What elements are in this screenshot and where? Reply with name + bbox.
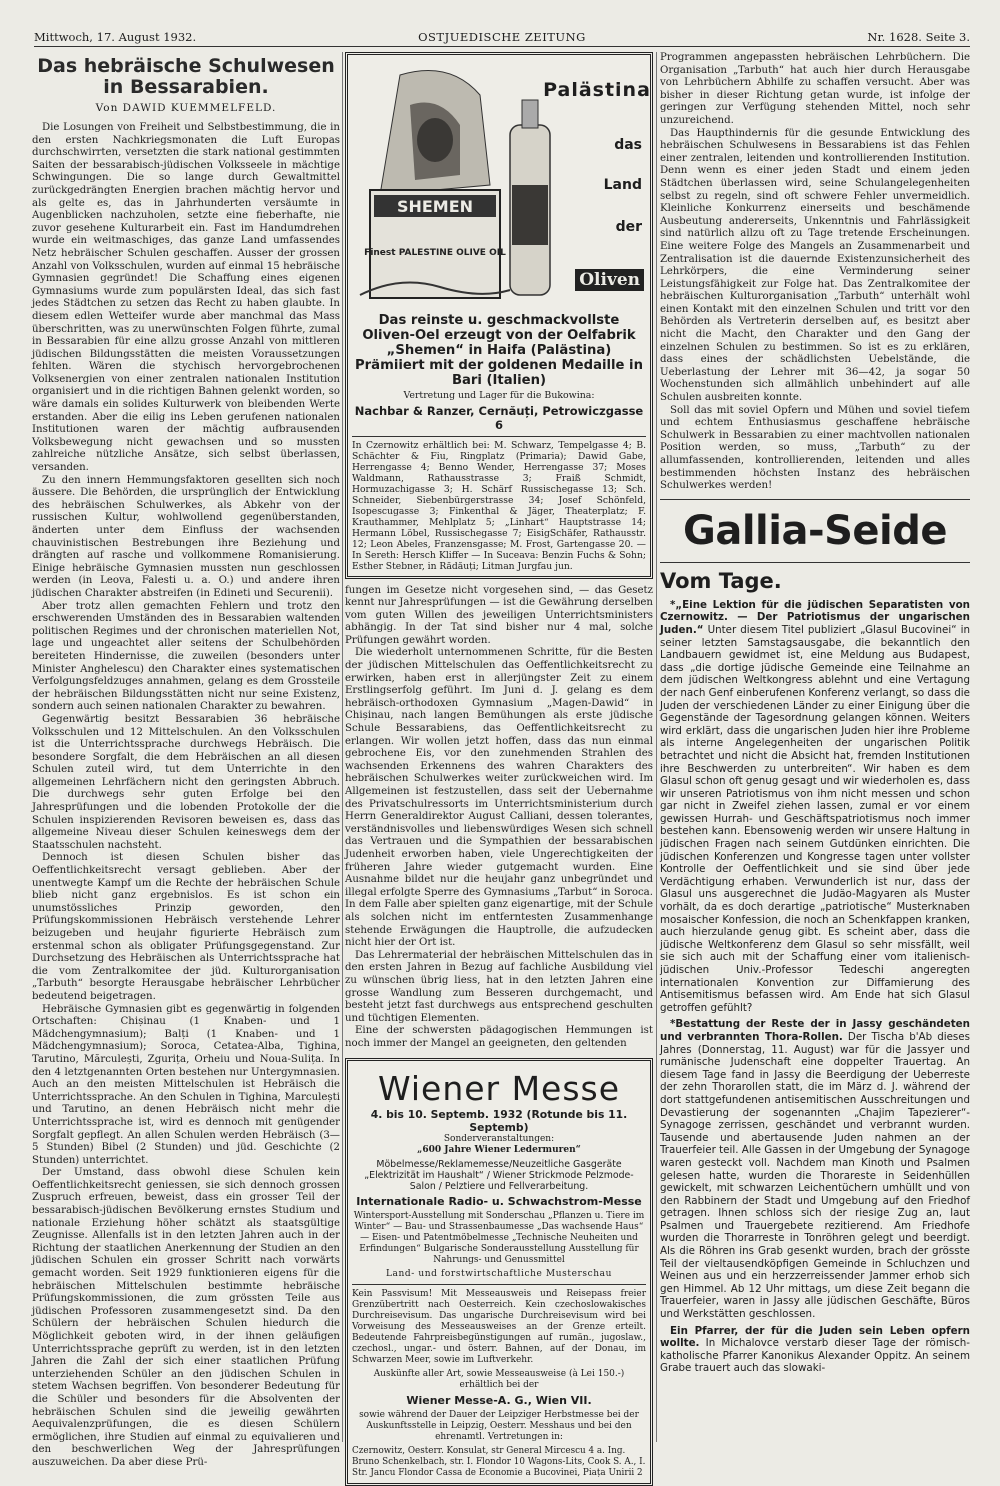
column-rule-2: [656, 52, 657, 1442]
news-item: [660, 1018, 970, 1320]
news-item: [660, 599, 970, 1015]
masthead: OSTJUEDISCHE ZEITUNG: [418, 30, 586, 44]
palaestina-side-der: der: [615, 219, 642, 235]
news-item-headline: *Bestattung der Reste der in Jassy geschändeten und verbrannten Thora-Rollen.: [660, 1018, 970, 1043]
column-right: [660, 52, 970, 1442]
messe-leder: „600 Jahre Wiener Ledermuren“: [417, 1145, 581, 1156]
col2-paragraph: Die wiederholt unternommenen Schritte, für die Besten der jüdischen Mittelschulen das Oeffentlichkeitsrecht zu erwirken, haben erst in allerjüngster Zeit zu einem Erstlingserfolg geführt. Im Juni d. J. gelang es dem hebräisch-orthodoxen Gymnasium „Magen-Dawid“ in Chișinau, nach langen Bemühungen als erste jüdische Schule Bessarabiens, das Oeffentlichkeitsrecht zu erlangen. Wir wollen jetzt hoffen, dass das nun einmal gebrochene Eis, vor den zunehmenden Strahlen des wachsenden Erkennens des wahren Charakters des hebräischen Schulwerkes weiter zurückweichen wird. Im Allgemeinen ist festzustellen, dass seit der Uebernahme des Privatschulressorts im Unterrichtsministerium durch Herrn Generaldirektor August Calliani, dessen tolerantes, verständnisvolles und liebenswürdiges Wesen sich schnell das Vertrauen und die Sympathien der bessarabischen Judenheit erworben haben, viele Ungerechtigkeiten der früheren Jahre wieder gutgemacht wurden. Eine Ausnahme bildet nur die heujahr ganz unbegründet und illegal erfolgte Sperre des Gymnasiums „Tarbut“ in Soroca. In dem Falle aber spielten ganz eigenartige, mit der Schule als solchen nicht im entferntesten Zusammenhange stehende Erwägungen die Hauptrolle, die aufzudecken nicht hier der Ort ist.: [345, 647, 653, 949]
messe-sonder: Sonderveranstaltungen:: [443, 1134, 555, 1145]
col2-paragraph: Eine der schwersten pädagogischen Hemmungen ist noch immer der Mangel an geeigneten, den geltenden: [345, 1025, 653, 1049]
article-paragraph: Der Umstand, dass obwohl diese Schulen kein Oeffentlichkeitsrecht geniessen, sie sich dennoch grossen Zuspruch erfreuen, beweist, dass ein grosser Teil der bessarabisch-jüdischen Bevölkerung ernstes Studium und nationale Erziehung höher schätzt als staatsgültige Zeugnisse. Allenfalls ist in den letzten Jahren auch in der Richtung der staatlichen Anerkennung der Studien an den jüdischen Schulen ein grosser Schritt nach vorwärts gemacht worden. Seit 1929 funktionieren eigens für die hebräischen Mittelschulen bestimmte hebräische Prüfungskommissionen, die zum grössten Teile aus jüdischen Professoren zusammengesetzt sind. Da den Schülern der hebräischen Schulen hiedurch die Möglichkeit geboten wird, in der ihnen geläufigen Unterrichtssprache geprüft zu werden, ist in den letzten Jahren die Zahl der sich einer staatlichen Prüfung unterziehenden Schüler an den jüdischen Schulen in stetem Wachsen begriffen. Von besonderer Bedeutung für die Schüler und besonders für die Absolventen der hebräischen Schulen sind die jeweilig gewährten Aequivalenzprüfungen, die es diesen Schülern ermöglichen, ihre Studien auf einmal zu equivalieren und den beschwerlichen Weg der Jahresprüfungen auszuweichen. Da aber diese Prü-: [32, 1167, 340, 1468]
news-item-body: Der Tischa b'Ab dieses Jahres (Donnerstag, 11. August) war für die Jassyer und rumänische Judenschaft eine doppelter Trauertag. An diesem Tage fand in Jassy die Beerdigung der Ueberreste der zehn Thorarollen statt, die im März d. J. während der dort stattgefundenen antisemitischen Ausschreitungen und Devastierung der sogenannten „Chajim Tapezierer“-Synagoge zerrissen, geschändet und verbrannt wurden. Tausende und abertausende Juden nahmen an der Trauerfeier teil. Alle Gassen in der Umgebung der Synagoge waren gesteckt voll. Nachdem man Kinoth und Psalmen gelesen hatte, wurden die Thorareste in Seidenhüllen gewickelt, mit schwarzen Leichentüchern umhüllt und von den Rabbinern der Stadt und Umgebung auf den Friedhof getragen. Ihnen schloss sich der riesige Zug an, laut Psalmen und Trauergebete rezitierend. Am Friedhofe wurden die Thorarreste in Tonröhren gelegt und beerdigt. Als die Röhren ins Grab gesenkt wurden, brach der grösste Teil der vieltausendköpfigen Gemeinde in Schluchzen und Weinen aus und ein herzzerreissender Jammer erhob sich gen Himmel. Ab 12 Uhr mittags, um diese Zeit begann die Trauerfeier, waren in Jassy alle jüdischen Geschäfte, Büros und Werkstätten geschlossen.: [660, 1030, 970, 1321]
wiener-messe-advertisement: [345, 1058, 653, 1486]
palaestina-title: Palästina: [543, 79, 651, 101]
messe-ag: Wiener Messe-A. G., Wien VII.: [406, 1394, 592, 1408]
column-middle: [345, 52, 653, 1478]
palaestina-side-oliven: Oliven: [575, 269, 644, 291]
messe-pass: Kein Passvisum! Mit Messeausweis und Reisepass freier Grenzübertritt nach Oesterreich. Kein czechoslowakisches Durchreisevisum. Das ungarische Durchreisevisum wird bei Vorweisung des Messeausweises an der Grenze erteilt. Bedeutende Fahrpreisbegünstigungen auf rumän., jugoslaw., czechosl., ungar.- und österr. Bahnen, auf der Donau, im Schwarzen Meer, sowie im Luftverkehr.: [352, 1289, 646, 1366]
article-title-line2: in Bessarabien.: [103, 76, 269, 98]
palaestina-side-land: Land: [603, 177, 642, 193]
article-title: [32, 56, 340, 98]
col2-paragraph: fungen im Gesetze nicht vorgesehen sind, — das Gesetz kennt nur Jahresprüfungen — ist die Gewährung derselben vom guten Willen des jeweiligen Unterrichtsministers abhängig. In der Tat sind bisher nur 4 mal, solche Prüfungen gewährt worden.: [345, 584, 653, 646]
col3-paragraph: Programmen angepassten hebräischen Lehrbüchern. Die Organisation „Tarbuth“ hat auch hier durch Herausgabe von Lehrbüchern Abhilfe zu schaffen versucht. Aber was bisher in dieser Richtung getan wurde, ist infolge der geringen zur Verfügung stehenden Mittel, noch sehr unzureichend.: [660, 52, 970, 126]
messe-land: Land- und forstwirtschaftliche Musterschau: [385, 1269, 613, 1280]
news-item-headline: *„Eine Lektion für die jüdischen Separatisten von Czernowitz. — Der Patriotismus der ungarischen Juden.“: [660, 598, 970, 636]
messe-moebel: Möbelmesse/Reklamemesse/Neuzeitliche Gasgeräte „Elektrizität im Haushalt“ / Wiener Strickmode Pelzmode-Salon / Pelztiere und Fellverarbeitung.: [364, 1159, 634, 1193]
messe-winter: Wintersport-Ausstellung mit Sonderschau „Pflanzen u. Tiere im Winter“ — Bau- und Strassenbaumesse „Das wachsende Haus“ — Eisen- und Patentmöbelmesse „Technische Neuheiten und Erfindungen“ Bulgarische Sonderausstellung Ausstellung für Nahrungs- und Genussmittel: [353, 1211, 645, 1266]
messe-title: Wiener Messe: [377, 1069, 621, 1109]
article-paragraph: Die Losungen von Freiheit und Selbstbestimmung, die in den ersten Nachkriegsmonaten die Luft Europas durchschwirrten, versetzten die stark national gestimmten Saiten der bessarabisch-jüdischen Volksseele in mächtige Schwingungen. Die so lange durch Gewaltmittel zurückgedrängten Energien brachen mächtig hervor und als gelte es, das in Jahrhunderten versäumte in Augenblicken nachzuholen, setzte eine fieberhafte, nie zuvor gesehene Kulturarbeit ein. Fast im Handumdrehen wurde ein weitmaschiges, das ganze Land umfassendes Netz hebräischer Schulen geschaffen. Ausser der grossen Anzahl von Volksschulen, wurden auf einmal 15 hebräische Gymnasien gegründet! Die Schaffung eines eigenen Gymnasiums wurde zum populärsten Ideal, das sich fast jedes Städtchen zu setzen das Recht zu haben glaubte. In diesem edlen Wetteifer wurde aber manchmal das Mass überschritten, was zu unerwünschten Folgen führte, zumal in Bessarabien für eine allzu grosse Anzahl von mittleren jüdischen Bildungsstätten die meisten Voraussetzungen fehlten. Wären die stychisch hervorgebrochenen Volksenergien von einer zentralen nationalen Institution organisiert und in die richtigen Bahnen gelenkt worden, so wäre damals ein solides Kulturwerk von bleibenden Werte erstanden. Aber die eilig ins Leben gerufenen nationalen Institutionen waren der mächtig aufbrausenden Volksbewegung nicht gewachsen und so mussten zahlreiche nützliche Ansätze, sich selbst überlassen, versanden.: [32, 122, 340, 474]
issue-date: Mittwoch, 17. August 1932.: [34, 30, 197, 44]
can-sub-label: Finest PALESTINE OLIVE OIL: [364, 248, 506, 258]
messe-dates: 4. bis 10. Septemb. 1932 (Rotunde bis 11. Septemb): [370, 1108, 628, 1135]
messe-czernowitz: Czernowitz, Oesterr. Konsulat, str General Mircescu 4 a. Ing. Bruno Schenkelbach, str. I. Flondor 10 Wagons-Lits, Cook S. A., I. Str. Jancu Flondor Cassa de Economie a Bucovinei, Piața Unirii 2: [352, 1446, 646, 1478]
palaestina-ad-graphic: [352, 59, 651, 309]
palaestina-side-das: das: [614, 137, 642, 153]
article-paragraph: Aber trotz allen gemachten Fehlern und trotz den erschwerenden Umständen des in Bessarabien waltenden politischen Regimes und der chronischen materiellen Not, lage und ungeachtet aller seitens der Schulbehörden bereiteten Hindernisse, die zuweilen (besonders unter Minister Anghelescu) den Charakter eines systematischen Verfolgungsfeldzuges annahmen, gelang es dem Grossteile der hebräischen Bildungsstätten nicht nur seine Existenz, sondern auch seinen nationalen Charakter zu bewahren.: [32, 600, 340, 713]
palaestina-details: In Czernowitz erhältlich bei: M. Schwarz, Tempelgasse 4; B. Schächter & Fiu, Ringplatz (Primaria); Dawid Gabe, Herrengasse 4; Benno Wender, Herrengasse 37; Moses Waldmann, Rathausstrasse 3; Fraiß Schmidt, Hormuzachigasse 3; H. Schärf Russischegasse 13; Sch. Schneider, Siebenbürgerstrasse 34; Josef Schönfeld, Isopescugasse 3; Finkenthal & Jäger, Theaterplatz; F. Krauthammer, Mehlplatz 5; „Linhart“ Hauptstrasse 14; Hermann Löbel, Russischegasse 7; EisigSchäfer, Rathausstr. 12; Leon Abeles, Franzensgasse; M. Frost, Gartengasse 20. — In Sereth: Hersch Kliffer — In Suceava: Benzin Fuchs & Sohn; Esther Stebner, in Rădăuți; Litman Jurgfau jun.: [352, 436, 646, 572]
news-item-headline: Ein Pfarrer, der für die Juden sein Leben opfern wollte.: [660, 1324, 970, 1350]
col2-paragraph: Das Lehrermaterial der hebräischen Mittelschulen das in den ersten Jahren in Bezug auf fachliche Ausbildung viel zu wünschen übrig liess, hat in den letzten Jahren eine grosse Wandlung zum Besseren durchgemacht, und besteht jetzt fast durchwegs aus entsprechend geschulten und tüchtigen Elementen.: [345, 949, 653, 1024]
article-title-line1: Das hebräische Schulwesen: [37, 55, 335, 77]
news-item: [660, 1325, 970, 1375]
page-header: [34, 30, 970, 47]
vom-tage-heading: Vom Tage.: [660, 568, 782, 593]
olive-oil-illustration: [360, 65, 560, 305]
page-number: Nr. 1628. Seite 3.: [867, 30, 970, 44]
news-item-body: In Michalovce verstarb dieser Tage der römisch-katholische Pfarrer Kanonikus Alexander Oppitz. An seinem Grabe trauert auch das slowaki-: [660, 1337, 970, 1375]
palaestina-headline: Das reinste u. geschmackvollste Oliven-Oel erzeugt von der Oelfabrik „Shemen“ in Haifa (Palästina) Prämiiert mit der goldenen Medaille in Bari (Italien): [355, 313, 643, 388]
news-item-body: Unter diesem Titel publiziert „Glasul Bucovinei“ in seiner letzten Samstagsausgabe, die bekanntlich den Landbauern gewidmet ist, eine Meldung aus Budapest, dass „die dortige jüdische Gemeinde eine Teilnahme an dem jüdischen Weltkongress ablehnt und eine Vertagung der nach Genf einberufenen Konferenz verlangt, so dass die Juden der verschiedenen Länder zu einer Einigung über die Gegenstände der Tagesordnung gelangen können. Weiters wird erklärt, dass die ungarischen Juden hier ihre Probleme als interne Angelegenheiten der ungarischen Politik betrachtet und nicht die Absicht hat, fremden Institutionen ihre Beschwerden zu unterbreiten“. Wir haben es dem Glasul schon oft genug gesagt und wir wiederholen es, dass wir unseren Patriotismus von ihm nicht messen und schon gar nicht in Zweifel ziehen lassen, zumal er vor einem gewissen Hurrah- und Geschäftspatriotismus noch immer bestehen kann. Ebensowenig werden wir unsere Haltung in jüdischen Fragen nach seinem Gutdünken einrichten. Die jüdischen Konferenzen und Kongresse tagen unter vollster Kontrolle der Oeffentlichkeit und sie sind über jede Verdächtigung erhaben. Verwunderlich ist nur, dass der Glasul uns ausgerechnet die Judäo-Magyaren als Muster vorhält, da es doch derartige „patriotische“ Musterknaben mosaischer Konfession, die noch an Schenkfappen kranken, auch hierzulande genug gibt. Es scheint aber, dass die jüdische Weltkonferenz dem Glasul so sehr missfällt, weil sie sich auch mit der Schaffung einer vom italienisch-jüdischen Univ.-Professor Tedeschi angeregten internationalen Konvention zur Diffamierung des Antisemitismus befassen wird. Am Ende hat sich Glasul getroffen gefühlt?: [660, 623, 970, 1014]
gallia-seide-advertisement: Gallia-Seide: [683, 507, 947, 554]
article-paragraph: Hebräische Gymnasien gibt es gegenwärtig in folgenden Ortschaften: Chișinau (1 Knaben- und 1 Mädchengymnasium); Balți (1 Knaben- und 1 Mädchengymnasium); Soroca, Cetatea-Alba, Tighina, Tarutino, Mărculești, Zgurița, Orheiu und Noua-Sulița. In den 4 letztgenannten Orten bestehen nur Untergymnasien. Auch an den meisten Mittelschulen ist Hebräisch die Unterrichtssprache. An den Schulen in Tighina, Marculești und Tarutino, an denen Hebräisch nicht mehr die Unterrichtssprache ist, wird es dennoch mit genügender Sorgfalt gepflegt. An allen Schulen werden Hebräisch (3—5 Stunden) Bibel (2 Stunden) und jüd. Geschichte (2 Stunden) unterrichtet.: [32, 1003, 340, 1166]
palaestina-advertisement: [345, 52, 653, 579]
column-left: [32, 52, 340, 1468]
article-author: Von DAWID KUEMMELFELD.: [95, 102, 277, 114]
messe-sowie: sowie während der Dauer der Leipziger Herbstmesse bei der Auskunftsstelle in Leipzig, Oesterr. Messhaus und bei den ehrenamtl. Vertretungen in:: [359, 1410, 639, 1443]
can-label: SHEMEN: [396, 197, 474, 216]
article-paragraph: Gegenwärtig besitzt Bessarabien 36 hebräische Volksschulen und 12 Mittelschulen. An den Volksschulen ist die Unterrichtssprache durchwegs Hebräisch. Die besondere Sorgfalt, die dem Hebräischen an all diesen Schulen zuteil wird, tut dem Unterrichte in den allgemeinen Lehrfächern nicht den geringsten Abbruch. Die durchwegs sehr guten Erfolge bei den Jahresprüfungen und die lobenden Protokolle der die Schulen inspizierenden Revisoren beweisen es, dass das allgemeine Niveau dieser Schulen keineswegs dem der Staatsschulen nachsteht.: [32, 713, 340, 851]
messe-radio: Internationale Radio- u. Schwachstrom-Messe: [356, 1195, 642, 1209]
palaestina-subline: Vertretung und Lager für die Bukowina:: [403, 390, 595, 401]
column-rule-1: [342, 52, 343, 1442]
col3-paragraph: Das Haupthindernis für die gesunde Entwicklung des hebräischen Schulwesens in Bessarabiens ist das Fehlen einer zentralen, leitenden und kontrollierenden Institution. Denn wenn es einer jeden Stadt und einem jeden Städtchen überlassen wird, seine Schulangelegenheiten selbst zu regeln, sind oft schwere Fehler unvermeidlich. Kleinliche Konkurrenz einerseits und beschämende Ausbeutung andererseits, Unkenntnis und Fahrlässigkeit sind natürlich allzu oft zu Tage tretende Erscheinungen. Eine weitere Folge des Mangels an Zusammenarbeit und Zentralisation ist die dauernde Existenzunsicherheit des Lehrkörpers, die eine Verminderung seiner Leistungsfähigkeit zur Folge hat. Das Zentralkomitee der hebräischen Kulturorganisation „Tarbuth“ unterhält wohl einen Kontakt mit den einzelnen Schulen und tritt vor den Behörden als Vertreterin derselben auf, es besitzt aber nicht die Macht, den Charakter und den Gang der einzelnen Schulen zu bestimmen. So ist es zu erklären, dass eines der schädlichsten Uebelstände, die Ueberlastung der Lehrer mit 36—42, ja sogar 50 Wochenstunden sich allmählich unbehindert auf alle Schulen ausbreiten konnte.: [660, 127, 970, 404]
col3-paragraph: Soll das mit soviel Opfern und Mühen und soviel tiefem und echtem Enthusiasmus geschaffene hebräische Schulwerk in Bessarabien zu einer machtvollen nationalen Position werden, so muss, „Tarbuth“ zu der allumfassenden, kontrollierenden, leitenden und alles bestimmenden höchsten Instanz des hebräischen Schulwerkes werden!: [660, 404, 970, 492]
article-paragraph: Zu den innern Hemmungsfaktoren gesellten sich noch äussere. Die Behörden, die ursprünglich der Entwicklung des hebräischen Schulwerkes, als Abkehr von der russischen Kultur, wohlwollend gegenüberstanden, änderten unter dem Einfluss der wachsenden chauvinistischen Bestrebungen ihre Beziehung und drängten auf rasche und vollkommene Romanisierung. Einige hebräische Gymnasien mussten nun geschlossen werden (in Leova, Falesti u. a. O.) und andere ihren jüdischen Charakter abstreifen (in Edineti und Securenii).: [32, 474, 340, 599]
messe-auskunft: Auskünfte aller Art, sowie Messeausweise (à Lei 150.-) erhältlich bei der: [373, 1369, 625, 1391]
article-paragraph: Dennoch ist diesen Schulen bisher das Oeffentlichkeitsrecht versagt geblieben. Aber der unentwegte Kampf um die Rechte der hebräischen Schule blieb nicht ganz ergebnislos. Es ist schon ein unumstössliches Prinzip geworden, den Prüfungskommissionen Hebräisch verstehende Lehrer beizugeben und heujahr figurierte Hebräisch zum erstenmal schon als obligater Prüfungsgegenstand. Zur Durchsetzung des Hebräischen als Unterrichtssprache hat die vom Zentralkomitee der jüd. Kulturorganisation „Tarbuth“ besorgte Herausgabe hebräischer Lehrbücher bedeutend beigetragen.: [32, 852, 340, 1002]
palaestina-address: Nachbar & Ranzer, Cernăuți, Petrowiczgasse 6: [354, 403, 644, 432]
